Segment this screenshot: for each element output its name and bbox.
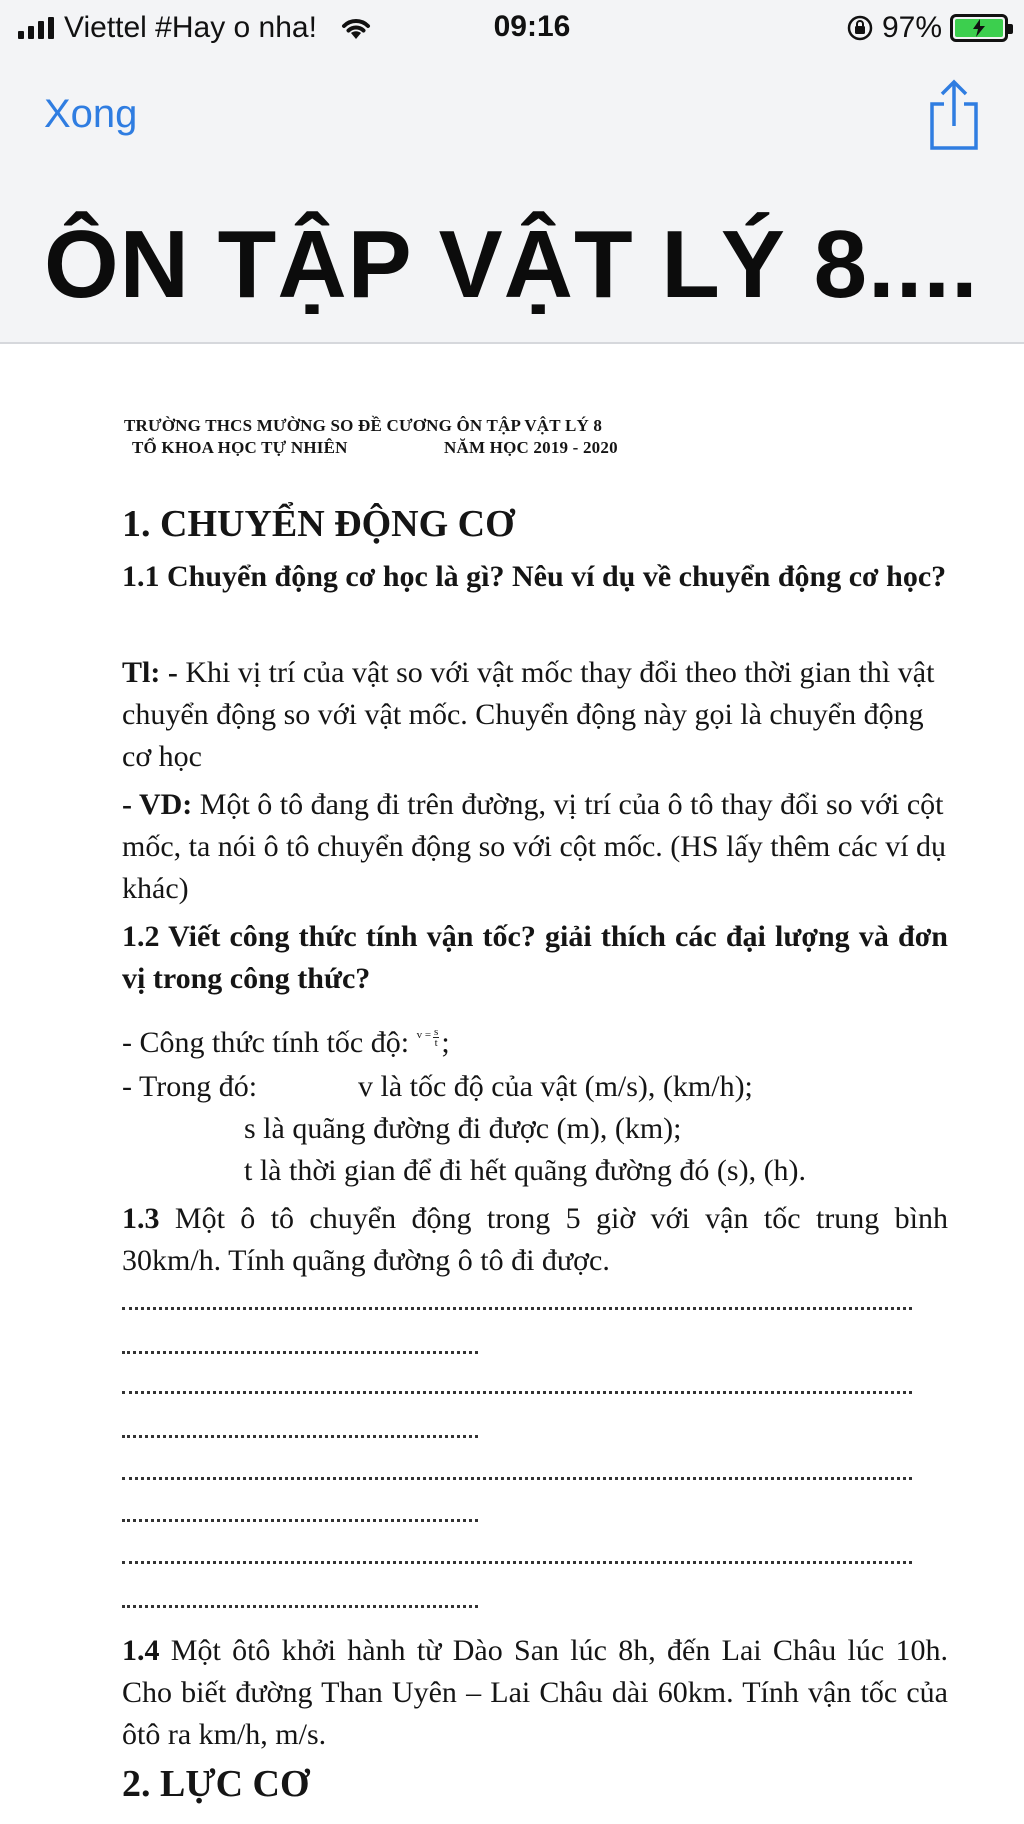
- answer-blank-line[interactable]: [122, 1434, 478, 1438]
- carrier-name: Viettel #Hay o nha!: [64, 11, 317, 44]
- school-header-line2-left: TỔ KHOA HỌC TỰ NHIÊN: [132, 438, 348, 457]
- example-lead: - VD:: [122, 788, 193, 821]
- viewer-header: [0, 0, 1024, 344]
- answer-blank-line[interactable]: [122, 1350, 478, 1354]
- rotation-lock-icon: [846, 14, 874, 42]
- question-1-4-number: 1.4: [122, 1634, 160, 1667]
- answer-lead: Tl: -: [122, 656, 178, 689]
- share-icon: [926, 76, 982, 152]
- formula-label: - Công thức tính tốc độ:: [122, 1026, 410, 1059]
- where-v: v là tốc độ của vật (m/s), (km/h);: [358, 1070, 753, 1103]
- question-1-3-text: Một ô tô chuyển động trong 5 giờ với vận tốc trung bình 30km/h. Tính quãng đường ô tô đi được.: [122, 1202, 948, 1277]
- share-button[interactable]: [926, 76, 982, 152]
- answer-blank-line[interactable]: [122, 1604, 478, 1608]
- formula-end: ;: [441, 1026, 450, 1059]
- charging-bolt-icon: [971, 19, 987, 37]
- formula-denominator: t: [434, 1036, 438, 1049]
- answer-blank-line[interactable]: [122, 1306, 912, 1310]
- where-label: - Trong đó:: [122, 1070, 258, 1103]
- battery-percent: 97%: [881, 11, 942, 44]
- school-header-line2-right: NĂM HỌC 2019 - 2020: [444, 438, 618, 457]
- formula-v: v =: [416, 1029, 432, 1041]
- status-right: [846, 12, 1008, 44]
- answer-blank-line[interactable]: [122, 1476, 912, 1480]
- question-1-4-text: Một ôtô khởi hành từ Dào San lúc 8h, đến Lai Châu lúc 10h. Cho biết đường Than Uyên – Lai Châu dài 60km. Tính vận tốc của ôtô ra km/h, m/s.: [122, 1634, 948, 1751]
- formula-fraction: [433, 1027, 439, 1048]
- answer-blank-line[interactable]: [122, 1560, 912, 1564]
- status-time: 09:16: [493, 10, 571, 43]
- answer-text: Khi vị trí của vật so với vật mốc thay đổi theo thời gian thì vật chuyển động so với vật mốc. Chuyển động này gọi là chuyển động cơ học: [122, 656, 935, 773]
- document-page[interactable]: [0, 346, 1024, 1824]
- school-header-line1: TRƯỜNG THCS MƯỜNG SO ĐỀ CƯƠNG ÔN TẬP VẬT LÝ 8: [124, 416, 603, 435]
- where-s: s là quãng đường đi được (m), (km);: [244, 1112, 682, 1145]
- question-1-3: [122, 1198, 948, 1282]
- question-1-2: 1.2 Viết công thức tính vận tốc? giải thích các đại lượng và đơn vị trong công thức?: [122, 920, 948, 995]
- formula-numerator: s: [434, 1025, 439, 1038]
- answer-1-1: [122, 652, 948, 778]
- document-title: ÔN TẬP VẬT LÝ 8....: [44, 211, 979, 318]
- section-heading-1: 1. CHUYỂN ĐỘNG CƠ: [122, 503, 515, 545]
- answer-blank-line[interactable]: [122, 1390, 912, 1394]
- question-1-1: 1.1 Chuyển động cơ học là gì? Nêu ví dụ về chuyển động cơ học?: [122, 560, 947, 593]
- formula-line: [122, 1026, 450, 1060]
- answer-blank-line[interactable]: [122, 1518, 478, 1522]
- example-1-1: [122, 784, 948, 910]
- battery-fill: [955, 19, 1003, 37]
- where-t: t là thời gian để đi hết quãng đường đó (s), (h).: [244, 1154, 807, 1187]
- question-1-4: [122, 1630, 948, 1756]
- battery-icon: [950, 14, 1008, 42]
- section-heading-2: 2. LỰC CƠ: [122, 1763, 310, 1805]
- question-1-3-number: 1.3: [122, 1202, 160, 1235]
- example-text: Một ô tô đang đi trên đường, vị trí của ô tô thay đổi so với cột mốc, ta nói ô tô chuyển động so với cột mốc. (HS lấy thêm các ví dụ khác): [122, 788, 947, 905]
- done-button[interactable]: Xong: [44, 92, 138, 136]
- status-bar: [0, 0, 1024, 56]
